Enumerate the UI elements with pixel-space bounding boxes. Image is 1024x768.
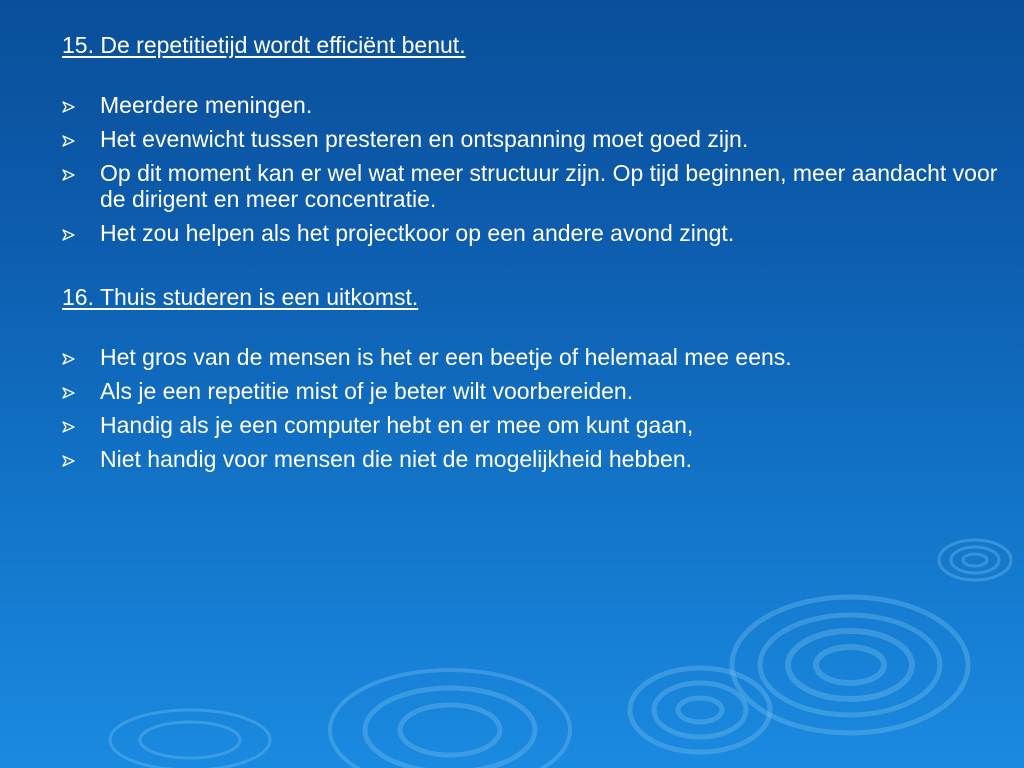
list-item-text: Het gros van de mensen is het er een beetje of helemaal mee eens. [100,344,792,370]
section-heading-16: 16. Thuis studeren is een uitkomst. [62,284,419,310]
list-item [62,344,1002,370]
list-item [62,378,1002,404]
ripple-bottom-left [330,670,570,768]
ripple-large-right [732,597,968,733]
arrow-bullet-icon [62,353,76,365]
list-item [62,92,1002,118]
arrow-bullet-icon [62,387,76,399]
bullet-list-section-15 [62,92,1002,246]
arrow-bullet-icon [62,455,76,467]
list-item-text: Het evenwicht tussen presteren en ontspanning moet goed zijn. [100,126,749,152]
ripple-far-left [110,710,270,768]
list-item [62,220,1002,246]
arrow-bullet-icon [62,101,76,113]
slide-content [62,30,1002,480]
list-item-text: Op dit moment kan er wel wat meer structuur zijn. Op tijd beginnen, meer aandacht voor de dirigent en meer concentratie. [100,160,998,212]
arrow-bullet-icon [62,169,76,181]
ripple-small-top-right [939,540,1011,580]
list-item-text: Het zou helpen als het projectkoor op een andere avond zingt. [100,220,735,246]
bullet-list-section-16 [62,344,1002,472]
arrow-bullet-icon [62,229,76,241]
list-item-text: Als je een repetitie mist of je beter wilt voorbereiden. [100,378,634,404]
arrow-bullet-icon [62,421,76,433]
list-item [62,446,1002,472]
list-item [62,126,1002,152]
list-item-text: Meerdere meningen. [100,92,313,118]
list-item [62,160,1002,212]
list-item-text: Handig als je een computer hebt en er mee om kunt gaan, [100,412,694,438]
list-item-text: Niet handig voor mensen die niet de mogelijkheid hebben. [100,446,693,472]
list-item [62,412,1002,438]
ripple-medium-center [630,668,770,752]
section-heading-15: 15. De repetitietijd wordt efficiënt benut. [62,32,466,58]
arrow-bullet-icon [62,135,76,147]
